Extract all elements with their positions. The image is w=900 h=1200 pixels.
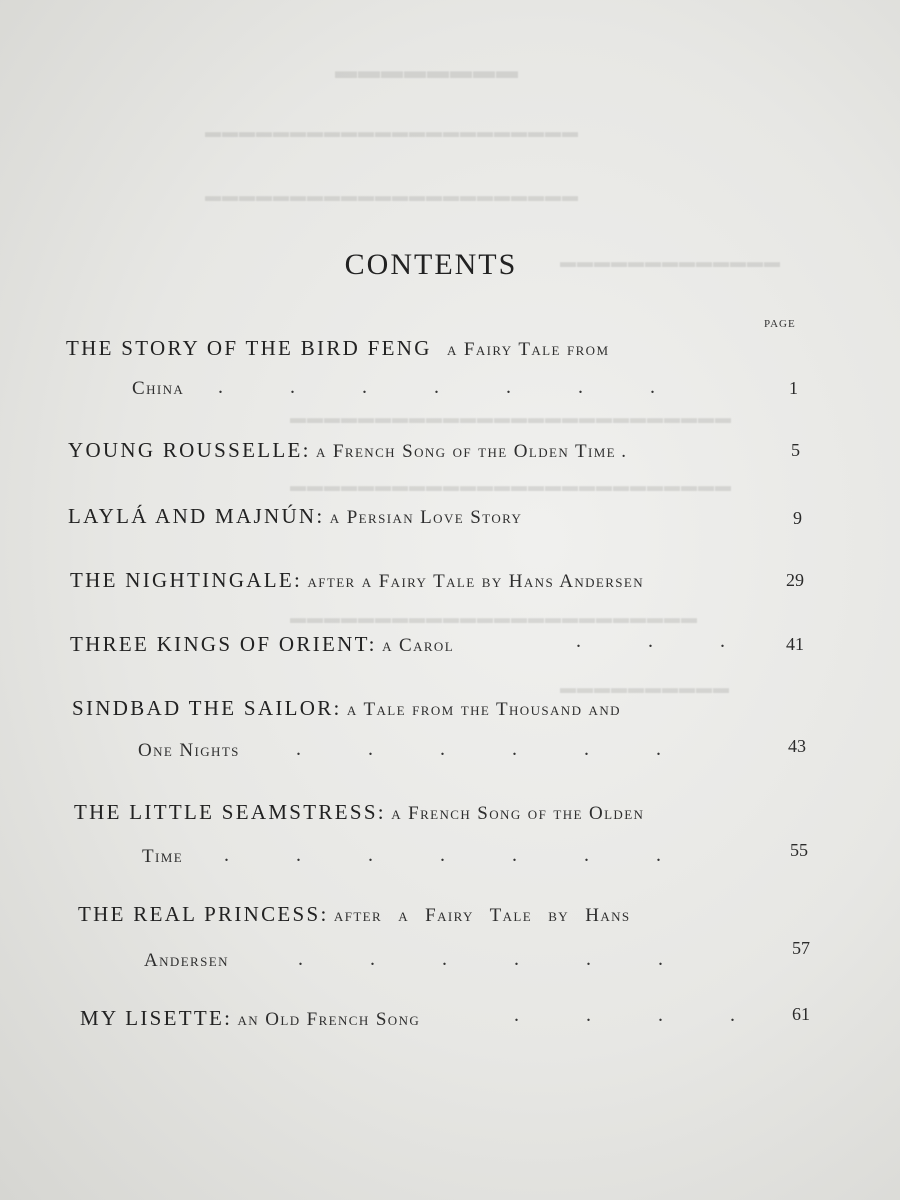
entry-subtitle-cont: China [132,378,185,399]
entry-subtitle-cont: Andersen [144,950,229,971]
entry-subtitle-cont: One Nights [138,740,240,761]
entry-title: SINDBAD THE SAILOR [72,696,334,720]
bleed-through-text: ▬▬▬▬▬▬▬▬▬▬ [560,680,730,697]
entry-page-number: 1 [789,378,798,398]
entry-title: LAYLÁ AND MAJNÚN [68,504,317,528]
bleed-through-text: ▬▬▬▬▬▬▬▬▬▬▬▬▬▬▬▬▬▬▬▬▬▬▬▬ [290,610,698,627]
entry-subtitle-cont: Time [142,846,184,867]
entry-subtitle: a Persian Love Story [329,507,523,528]
dot-leader: . . . . . . . [218,376,659,398]
entry-title: THE NIGHTINGALE [70,568,295,592]
contents-heading: CONTENTS [344,248,518,281]
dot-leader: . . . [576,630,729,652]
entry-page-number: 55 [790,840,808,860]
entry-title: THE REAL PRINCESS [78,902,321,926]
entry-page-number: 61 [792,1004,810,1024]
entry-title: THE STORY OF THE BIRD FENG [66,336,432,360]
entry-page-number: 41 [786,634,804,654]
entry-subtitle: after a Fairy Tale by Hans [333,905,631,926]
entry-subtitle: a Tale from the Thousand and [346,699,621,720]
bleed-through-text: ▬▬▬▬▬▬▬▬▬▬▬▬▬▬▬▬▬▬▬▬▬▬ [205,188,579,205]
entry-subtitle: a Fairy Tale from [446,339,610,360]
entry-title: THREE KINGS OF ORIENT [70,632,369,656]
entry-title: THE LITTLE SEAMSTRESS [74,800,378,824]
entry-subtitle: a French Song of the Olden Time [315,441,616,462]
entry-page-number: 5 [791,440,800,460]
entry-page-number: 57 [792,938,810,958]
entry-page-number: 43 [788,736,806,756]
bleed-through-text: ▬▬▬▬▬▬▬▬▬▬▬▬▬▬▬▬▬▬▬▬▬▬▬▬▬▬ [290,478,732,495]
dot-leader: . . . . . . [298,948,667,970]
entry-subtitle: a French Song of the Olden [391,803,645,824]
bleed-through-text: ▬▬▬▬▬▬▬▬▬▬▬▬▬▬▬▬▬▬▬▬▬▬ [205,124,579,141]
bleed-through-text: ▬▬▬▬▬▬▬▬ [335,58,519,83]
entry-title: MY LISETTE [80,1006,225,1030]
bleed-through-text: ▬▬▬▬▬▬▬▬▬▬▬▬▬ [560,254,781,271]
dot-leader: . . . . [514,1004,739,1026]
dot-leader: . . . . . . [296,738,665,760]
entry-page-number: 29 [786,570,804,590]
entry-subtitle: after a Fairy Tale by Hans Andersen [307,571,645,592]
entry-page-number: 9 [793,508,802,528]
entry-subtitle: a Carol [382,635,455,656]
entry-title: YOUNG ROUSSELLE [68,438,303,462]
book-page: ▬▬▬▬▬▬▬▬ ▬▬▬▬▬▬▬▬▬▬▬▬▬▬▬▬▬▬▬▬▬▬ ▬▬▬▬▬▬▬▬▬▬▬▬▬▬▬▬▬▬▬▬▬▬ ▬▬▬▬▬▬▬▬▬▬▬▬▬ ▬▬▬▬▬▬▬▬▬▬▬▬▬▬▬▬▬▬▬▬▬▬▬▬▬▬ ▬▬▬▬▬▬▬▬▬▬▬▬▬▬▬▬▬▬▬▬▬▬▬▬▬▬ ▬▬▬▬▬▬▬▬▬▬▬▬▬▬▬▬▬▬▬▬▬▬▬▬ ▬▬▬▬▬▬▬▬▬▬ CONTENTS PAGE THE STORY OF THE BIRD FENG a Fairy Tale from China . . . . . . . 1 YOUNG ROUSSELLE: a French Song of the Olden Time . 5 LAYLÁ AND MAJNÚN: a Persian Love Story 9 THE NIGHTINGALE: after a Fairy Tale by Hans Andersen 29 THREE KINGS OF ORIENT: a Carol . . . 41 SINDBAD THE SAILOR: a Tale from the Thousand and One Nights . . . . . . 43 THE LITTLE SEAMSTRESS: a French Song of the Olden Time . . . . . . . 55 THE REAL PRINCESS: after a Fairy Tale by Hans Andersen . . . . . . 57 MY LISETTE: an Old French Song . . . . 61 [0,0,900,1200]
dot-leader: . . . . . . . [224,844,665,866]
entry-subtitle: an Old French Song [237,1009,421,1030]
bleed-through-text: ▬▬▬▬▬▬▬▬▬▬▬▬▬▬▬▬▬▬▬▬▬▬▬▬▬▬ [290,410,732,427]
page-column-label: PAGE [764,318,796,330]
